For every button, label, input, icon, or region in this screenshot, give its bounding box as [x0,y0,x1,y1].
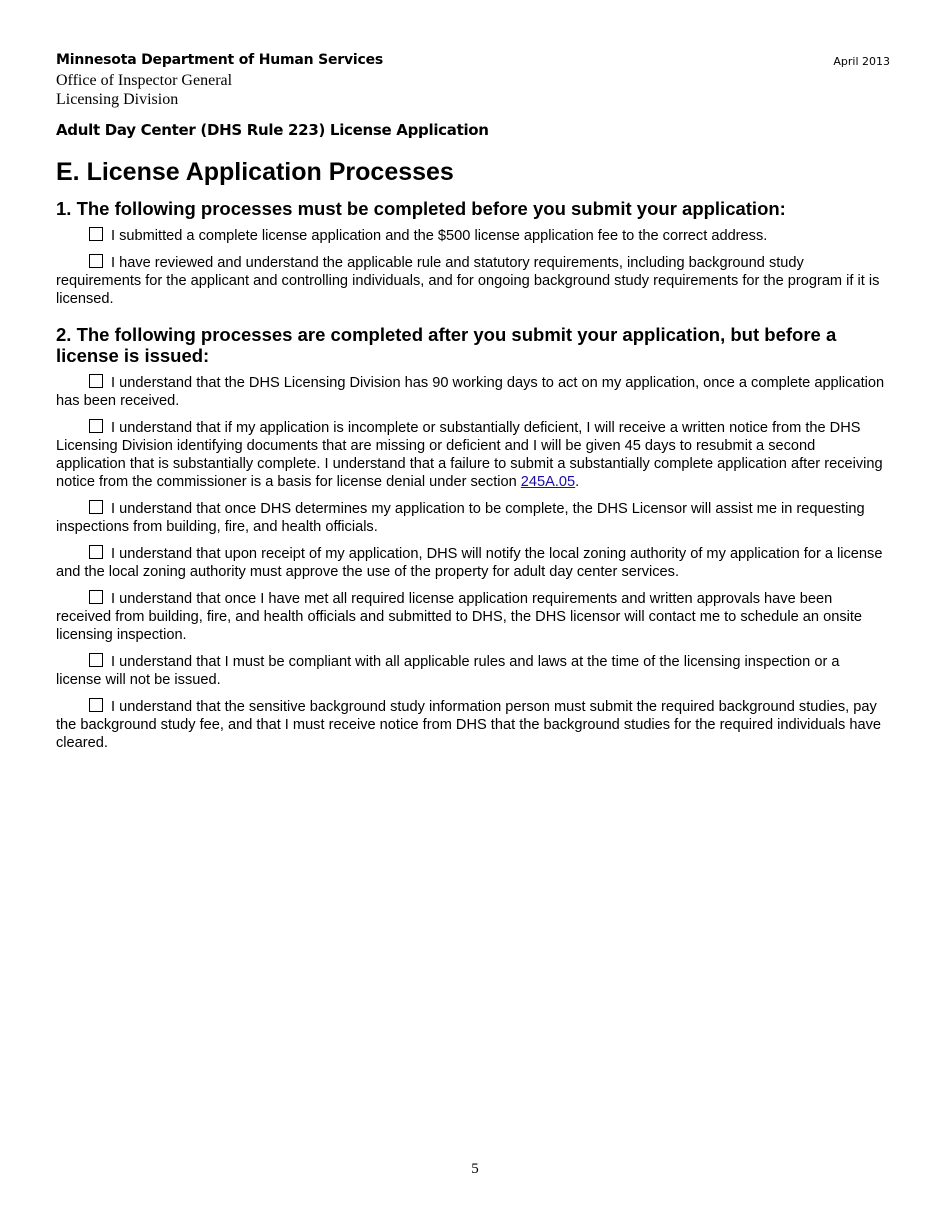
checkbox[interactable] [89,254,103,268]
checklist-item [56,227,888,245]
section-title: E. License Application Processes [56,158,454,186]
item-text: I understand that I must be compliant with all applicable rules and laws at the time of the licensing inspection or a license will not be issued. [56,654,840,688]
checklist-item [56,374,888,410]
checklist-item [56,254,888,308]
header-division: Licensing Division [56,91,179,108]
checklist-item [56,698,888,752]
item-text: I understand that the DHS Licensing Division has 90 working days to act on my application, once a complete application has been received. [56,375,885,409]
checkbox[interactable] [89,500,103,514]
item-text: I understand that once I have met all required license application requirements and written approvals have been received from building, fire, and health officials and submitted to DHS, the DHS licensor will contact me to schedule an onsite licensing inspection. [56,591,863,643]
checklist-item [56,500,888,536]
item-text: I understand that once DHS determines my application to be complete, the DHS Licensor will assist me in requesting inspections from building, fire, and health officials. [56,501,865,535]
document-title: Adult Day Center (DHS Rule 223) License Application [56,121,489,139]
statute-link[interactable]: 245A.05 [520,474,576,490]
item-text: I submitted a complete license application and the $500 license application fee to the correct address. [111,228,768,244]
checklist-item [56,419,888,491]
item-text: I understand that upon receipt of my application, DHS will notify the local zoning authority of my application for a license and the local zoning authority must approve the use of the property for adult day center services. [56,546,883,580]
checkbox[interactable] [89,545,103,559]
checkbox[interactable] [89,653,103,667]
checkbox[interactable] [89,698,103,712]
checkbox[interactable] [89,227,103,241]
content [56,198,888,761]
part1-heading: 1. The following processes must be completed before you submit your application: [56,198,786,219]
item-text: I have reviewed and understand the applicable rule and statutory requirements, including background study requirements for the applicant and controlling individuals, and for ongoing background study requirements for the program if it is licensed. [56,255,880,307]
header-date: April 2013 [833,55,890,68]
item-text: I understand that the sensitive background study information person must submit the required background studies, pay the background study fee, and that I must receive notice from DHS that the background studies for the required individuals have cleared. [56,699,882,751]
checklist-item [56,545,888,581]
checkbox[interactable] [89,374,103,388]
checkbox[interactable] [89,419,103,433]
checklist-item [56,590,888,644]
item-text: I understand that if my application is incomplete or substantially deficient, I will receive a written notice from the DHS Licensing Division identifying documents that are missing or deficient and I will be given 45 days to resubmit a second application that is substantially complete. I understand that a failure to submit a substantially complete application after receiving notice from the commissioner is a basis for license denial under section [56,420,883,490]
checklist-item [56,653,888,689]
part2-heading: 2. The following processes are completed after you submit your application, but before a license is issued: [56,324,837,366]
header-office: Office of Inspector General [56,72,233,89]
header-organization: Minnesota Department of Human Services [56,52,383,68]
page-number: 5 [471,1161,479,1177]
link-suffix: . [575,474,580,490]
checkbox[interactable] [89,590,103,604]
